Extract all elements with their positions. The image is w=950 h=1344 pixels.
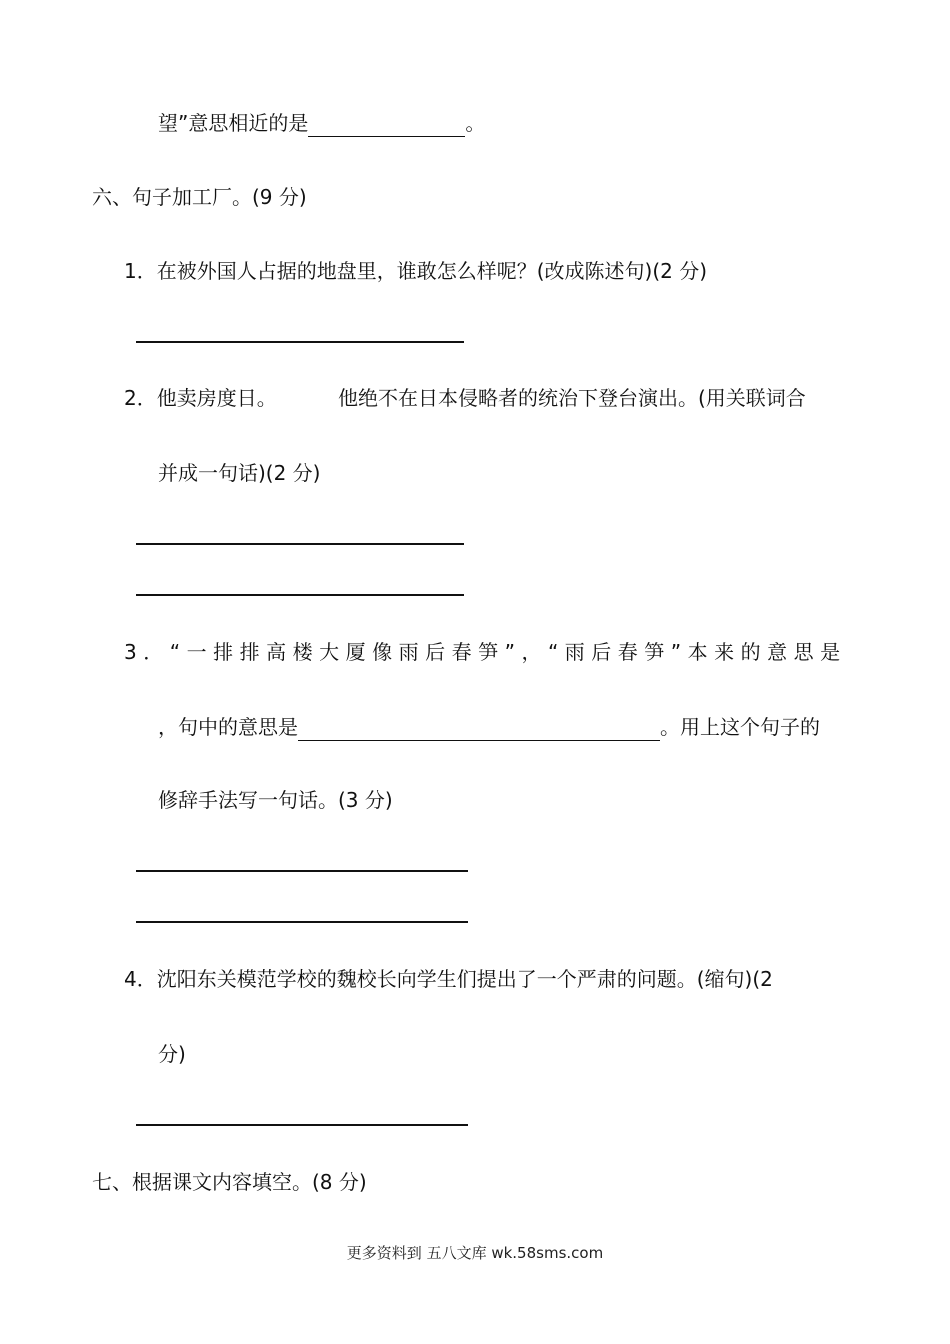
question-3-line-1: 3．“一排排高楼大厦像雨后春笋”，“雨后春笋”本来的意思是 (124, 640, 847, 664)
question-3-answer-line-1[interactable] (136, 870, 468, 872)
question-3-line-2 (158, 713, 820, 741)
section-6-heading: 六、句子加工厂。(9 分) (92, 185, 307, 209)
question-3-line-2-prefix: ，句中的意思是 (158, 715, 298, 739)
question-3-answer-blank[interactable] (298, 718, 660, 741)
question-2-answer-line-1[interactable] (136, 543, 464, 545)
question-4-line-1: 4．沈阳东关模范学校的魏校长向学生们提出了一个严肃的问题。(缩句)(2 (124, 967, 773, 991)
question-3-answer-line-2[interactable] (136, 921, 468, 923)
question-4-line-2: 分) (158, 1042, 186, 1066)
question-4-answer-line[interactable] (136, 1124, 468, 1126)
question-2-answer-line-2[interactable] (136, 594, 464, 596)
page-footer: 更多资料到 五八文库 wk.58sms.com (346, 1244, 604, 1262)
question-1-text: 1．在被外国人占据的地盘里，谁敢怎么样呢？(改成陈述句)(2 分) (124, 259, 708, 283)
top-continuation-line (158, 109, 485, 137)
question-2-part-1: 2．他卖房度日。 (124, 386, 277, 410)
section-7-heading: 七、根据课文内容填空。(8 分) (92, 1170, 367, 1194)
top-answer-blank[interactable] (308, 114, 465, 137)
question-3-line-2-suffix: 。用上这个句子的 (660, 715, 820, 739)
question-1-answer-line[interactable] (136, 341, 464, 343)
question-3-line-3: 修辞手法写一句话。(3 分) (158, 788, 393, 812)
top-line-suffix: 。 (465, 111, 486, 135)
question-2-line-1 (124, 384, 277, 412)
top-line-prefix: 望”意思相近的是 (158, 111, 309, 135)
question-2-line-2: 并成一句话)(2 分) (158, 461, 321, 485)
question-2-part-2: 他绝不在日本侵略者的统治下登台演出。(用关联词合 (338, 386, 806, 410)
